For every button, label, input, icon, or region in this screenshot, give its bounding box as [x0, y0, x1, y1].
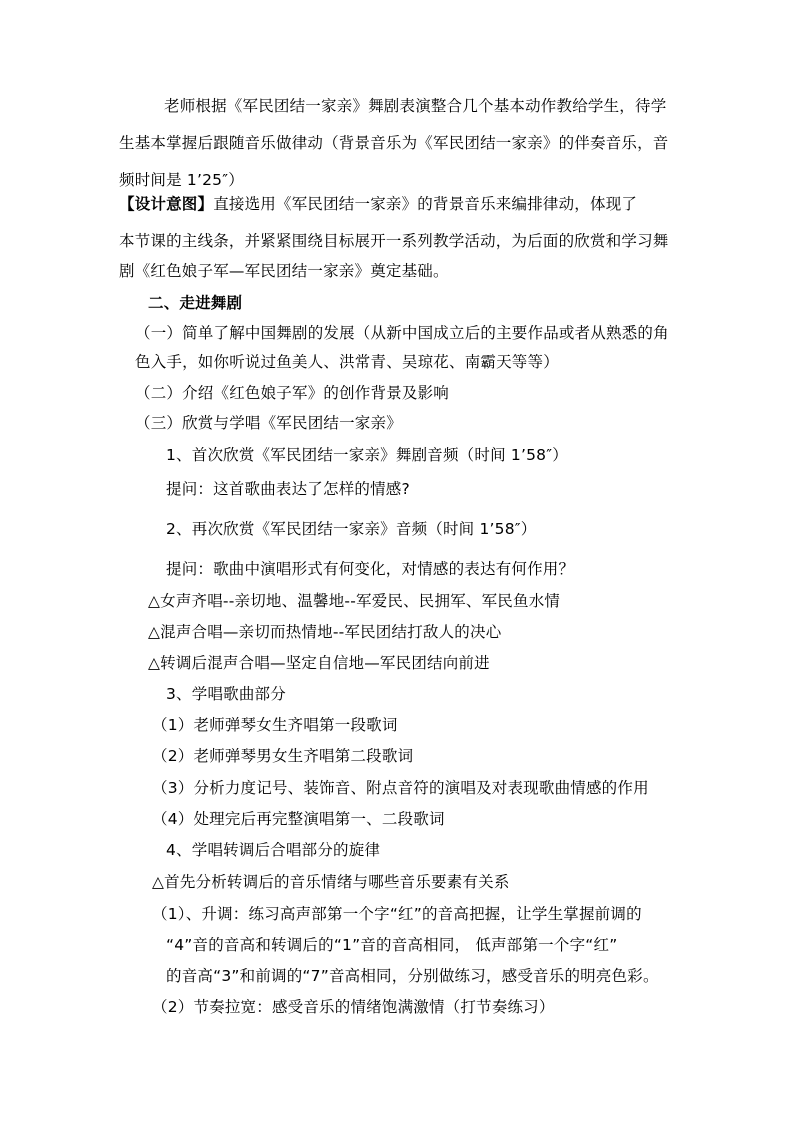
step-4: 4、学唱转调后合唱部分的旋律: [166, 841, 381, 859]
sub-item-4: （4）处理完后再完整演唱第一、二段歌词: [152, 810, 445, 828]
sub-item-2: （2）老师弹琴男女生齐唱第二段歌词: [152, 747, 414, 765]
paragraph-1-line-3: 频时间是 1’25″）: [119, 171, 244, 189]
item-2: （二）介绍《红色娘子军》的创作背景及影响: [135, 384, 450, 402]
step-1: 1、首次欣赏《军民团结一家亲》舞剧音频（时间 1’58″）: [166, 446, 568, 464]
sub-item-6: （2）节奏拉宽：感受音乐的情绪饱满激情（打节奏练习）: [152, 998, 555, 1016]
sub-item-3: （3）分析力度记号、装饰音、附点音符的演唱及对表现歌曲情感的作用: [152, 779, 649, 797]
step-1-question: 提问：这首歌曲表达了怎样的情感?: [166, 480, 410, 498]
item-3: （三）欣赏与学唱《军民团结一家亲》: [135, 414, 402, 432]
item-1-line-1: （一）简单了解中国舞剧的发展（从新中国成立后的主要作品或者从熟悉的角: [135, 324, 669, 342]
triangle-note-3: △转调后混声合唱—坚定自信地—军民团结向前进: [148, 654, 490, 672]
triangle-note-4: △首先分析转调后的音乐情绪与哪些音乐要素有关系: [152, 873, 510, 891]
step-2: 2、再次欣赏《军民团结一家亲》音频（时间 1’58″）: [166, 520, 537, 538]
paragraph-1-line-1: 老师根据《军民团结一家亲》舞剧表演整合几个基本动作教给学生，待学: [164, 97, 667, 115]
step-2-question: 提问：歌曲中演唱形式有何变化，对情感的表达有何作用？: [166, 560, 575, 578]
sub-item-5-line-1: （1）、升调：练习高声部第一个字“红”的音高把握，让学生掌握前调的: [152, 905, 642, 923]
sub-item-1: （1）老师弹琴女生齐唱第一段歌词: [152, 716, 398, 734]
triangle-note-1: △女声齐唱--亲切地、温馨地--军爱民、民拥军、军民鱼水情: [148, 592, 561, 610]
design-intent-label: 【设计意图】: [119, 195, 214, 213]
item-1-line-2: 色入手，如你听说过鱼美人、洪常青、吴琼花、南霸天等等）: [135, 353, 559, 371]
triangle-note-2: △混声合唱—亲切而热情地--军民团结打敌人的决心: [148, 623, 502, 641]
design-intent-text: 直接选用《军民团结一家亲》的背景音乐来编排律动，体现了: [213, 195, 638, 213]
design-intent-line-2: 本节课的主线条，并紧紧围绕目标展开一系列教学活动，为后面的欣赏和学习舞: [119, 232, 669, 250]
step-3: 3、学唱歌曲部分: [166, 685, 286, 703]
sub-item-5-line-3: 的音高“3”和前调的“7”音高相同，分别做练习，感受音乐的明亮色彩。: [166, 967, 659, 985]
section-2-heading: 二、走进舞剧: [148, 294, 243, 312]
paragraph-1-line-2: 生基本掌握后跟随音乐做律动（背景音乐为《军民团结一家亲》的伴奏音乐，音: [119, 134, 669, 152]
design-intent-line-3: 剧《红色娘子军—军民团结一家亲》奠定基础。: [119, 262, 449, 280]
design-intent-line-1: [119, 193, 637, 215]
sub-item-5-line-2: “4”音的音高和转调后的“1”音的音高相同， 低声部第一个字“红”: [166, 936, 618, 954]
